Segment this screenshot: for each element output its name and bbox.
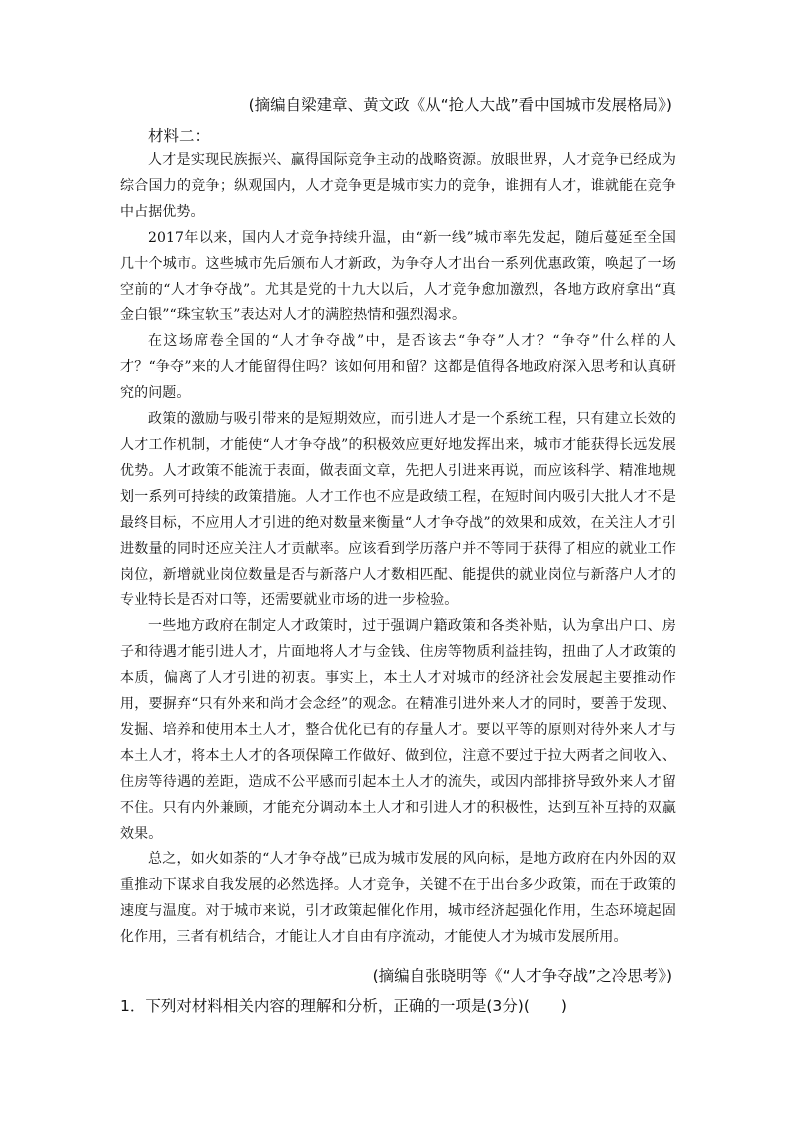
paragraph: 2017年以来，国内人才竞争持续升温，由“新一线”城市率先发起，随后蔓延至全国几十个城市。这些城市先后颁布人才新政，为争夺人才出台一系列优惠政策，唤起了一场空前的“人才争夺战”。尤其是党的十九大以后，人才竞争愈加激烈，各地方政府拿出“真金白银”“珠宝软玉”表达对人才的满腔热情和强烈渴求。 <box>120 229 676 324</box>
article-body <box>120 148 676 951</box>
source-citation-bottom: (摘编自张晓明等《“人才争夺战”之冷思考》) <box>372 967 672 985</box>
paragraph: 人才是实现民族振兴、赢得国际竞争主动的战略资源。放眼世界，人才竞争已经成为综合国力的竞争；纵观国内，人才竞争更是城市实力的竞争，谁拥有人才，谁就能在竞争中占据优势。 <box>120 152 676 220</box>
source-citation-top: (摘编自梁建章、黄文政《从“抢人大战”看中国城市发展格局》) <box>248 96 672 114</box>
paragraph: 政策的激励与吸引带来的是短期效应，而引进人才是一个系统工程，只有建立长效的人才工作机制，才能使“人才争夺战”的积极效应更好地发挥出来，城市才能获得长远发展优势。人才政策不能流于表面，做表面文章，先把人引进来再说，而应该科学、精准地规划一系列可持续的政策措施。人才工作也不应是政绩工程，在短时间内吸引大批人才不是最终目标，不应用人才引进的绝对数量来衡量“人才争夺战”的效果和成效，在关注人才引进数量的同时还应关注人才贡献率。应该看到学历落户并不等同于获得了相应的就业工作岗位，新增就业岗位数量是否与新落户人才数相匹配、能提供的就业岗位与新落户人才的专业特长是否对口等，还需要就业市场的进一步检验。 <box>120 411 676 609</box>
paragraph: 总之，如火如荼的“人才争夺战”已成为城市发展的风向标，是地方政府在内外因的双重推动下谋求自我发展的必然选择。人才竞争，关键不在于出台多少政策，而在于政策的速度与温度。对于城市来说，引才政策起催化作用，城市经济起强化作用，生态环境起固化作用，三者有机结合，才能让人才自由有序流动，才能使人才为城市发展所用。 <box>120 851 676 946</box>
paragraph: 一些地方政府在制定人才政策时，过于强调户籍政策和各类补贴，认为拿出户口、房子和待遇才能引进人才，片面地将人才与金钱、住房等物质利益挂钩，扭曲了人才政策的本质，偏离了人才引进的初衷。事实上，本土人才对城市的经济社会发展起主要推动作用，要摒弃“只有外来和尚才会念经”的观念。在精准引进外来人才的同时，要善于发现、发掘、培养和使用本土人才，整合优化已有的存量人才。要以平等的原则对待外来人才与本土人才，将本土人才的各项保障工作做好、做到位，注意不要过于拉大两者之间收入、住房等待遇的差距，造成不公平感而引起本土人才的流失，或因内部排挤导致外来人才留不住。只有内外兼顾，才能充分调动本土人才和引进人才的积极性，达到互补互持的双赢效果。 <box>120 618 676 842</box>
question-1: 1．下列对材料相关内容的理解和分析，正确的一项是(3分)( ) <box>120 997 567 1015</box>
material-heading: 材料二： <box>148 127 211 145</box>
paragraph: 在这场席卷全国的“人才争夺战”中，是否该去“争夺”人才？“争夺”什么样的人才？“争夺”来的人才能留得住吗？该如何用和留？这都是值得各地政府深入思考和认真研究的问题。 <box>120 333 676 402</box>
